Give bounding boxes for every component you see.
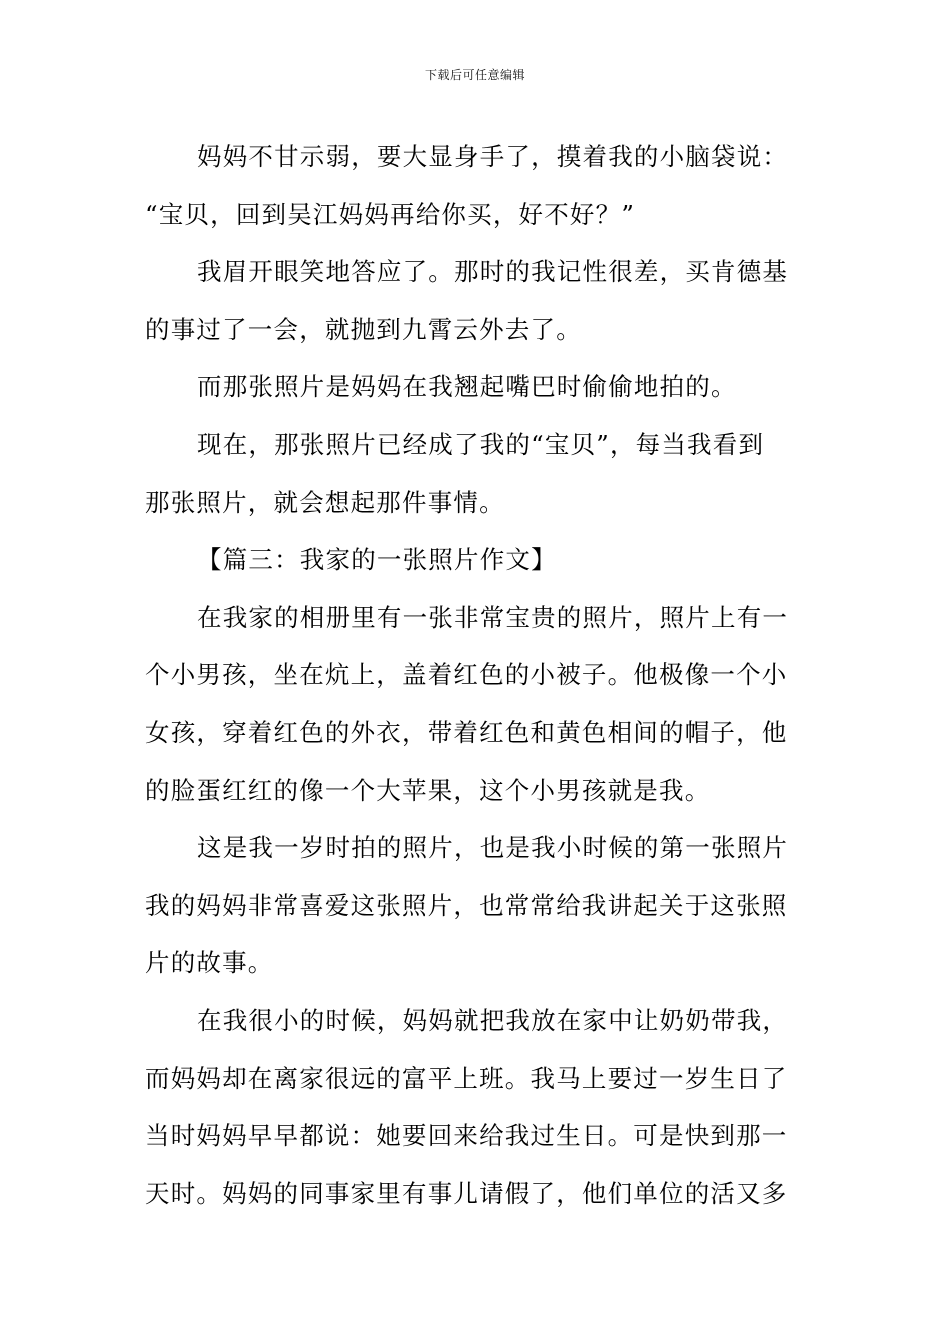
text-line: 在我很小的时候，妈妈就把我放在家中让奶奶带我，: [197, 1005, 789, 1035]
text-line: 那张照片，就会想起那件事情。: [145, 487, 505, 517]
text-line: 片的故事。: [145, 948, 274, 978]
section-heading: 【篇三：我家的一张照片作文】: [197, 545, 557, 575]
text-line: 当时妈妈早早都说：她要回来给我过生日。可是快到那一: [145, 1121, 788, 1151]
text-line: 我的妈妈非常喜爱这张照片，也常常给我讲起关于这张照: [145, 890, 788, 920]
text-line: 现在，那张照片已经成了我的“宝贝”，每当我看到: [197, 429, 765, 459]
text-line: 的事过了一会，就抛到九霄云外去了。: [145, 314, 582, 344]
document-body: [145, 128, 810, 1222]
text-line: 我眉开眼笑地答应了。那时的我记性很差，买肯德基: [197, 257, 789, 287]
text-line: 而妈妈却在离家很远的富平上班。我马上要过一岁生日了: [145, 1063, 788, 1093]
text-line: 在我家的相册里有一张非常宝贵的照片，照片上有一: [197, 602, 789, 632]
page-header: 下载后可任意编辑: [424, 68, 525, 82]
text-line: 而那张照片是妈妈在我翘起嘴巴时偷偷地拍的。: [197, 372, 737, 402]
text-line: 这是我一岁时拍的照片，也是我小时候的第一张照片: [197, 833, 789, 863]
text-line: “宝贝，回到吴江妈妈再给你买，好不好？”: [145, 199, 636, 229]
text-line: 天时。妈妈的同事家里有事儿请假了，他们单位的活又多: [145, 1178, 788, 1208]
text-line: 的脸蛋红红的像一个大苹果，这个小男孩就是我。: [145, 775, 711, 805]
text-line: 妈妈不甘示弱，要大显身手了，摸着我的小脑袋说：: [197, 142, 789, 171]
text-line: 女孩，穿着红色的外衣，带着红色和黄色相间的帽子，他: [145, 717, 788, 747]
text-line: 个小男孩，坐在炕上，盖着红色的小被子。他极像一个小: [145, 660, 788, 690]
